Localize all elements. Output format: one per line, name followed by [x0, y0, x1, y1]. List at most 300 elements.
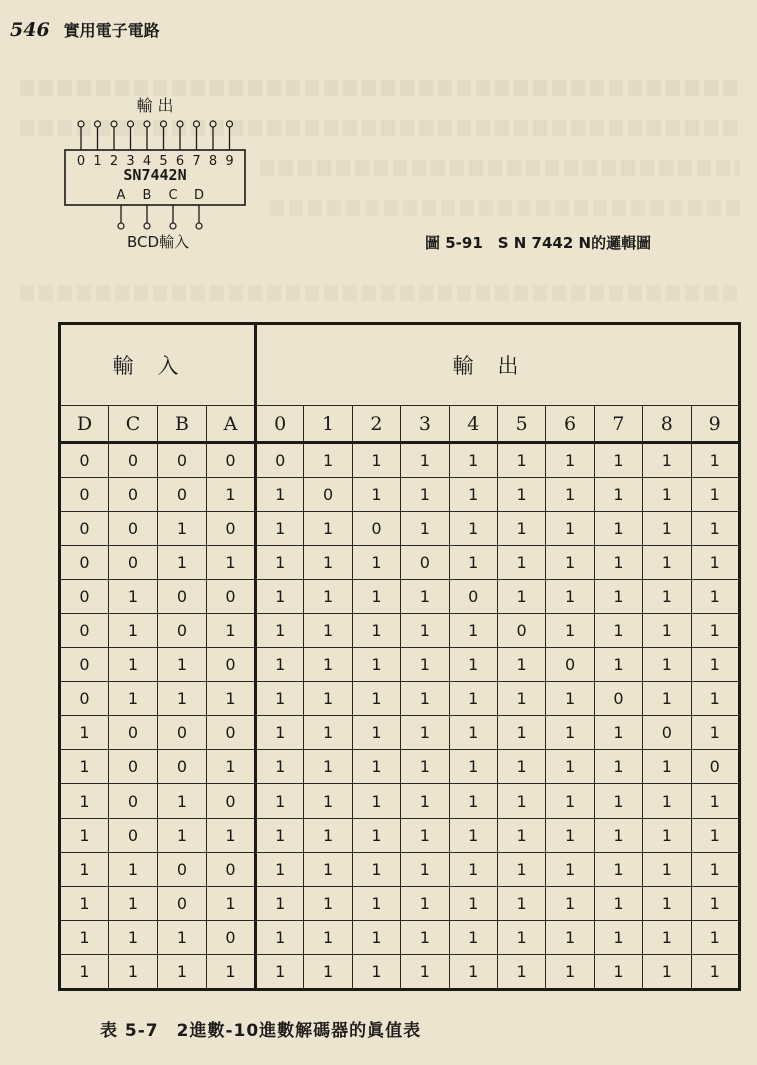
output-cell: 1: [256, 648, 304, 682]
output-cell: 1: [256, 954, 304, 989]
input-group-header: 輸入: [60, 324, 256, 406]
output-cell: 1: [497, 716, 545, 750]
column-header-row: [60, 406, 740, 443]
output-cell: 1: [304, 750, 352, 784]
table-row: [60, 920, 740, 954]
book-title: 實用電子電路: [63, 21, 160, 40]
input-column-header: D: [60, 406, 109, 443]
output-cell: 1: [304, 546, 352, 580]
output-cell: 1: [643, 750, 691, 784]
output-cell: 1: [352, 478, 400, 512]
input-pin-terminal: [118, 223, 124, 229]
output-pin-terminal: [177, 121, 183, 127]
input-cell: 0: [60, 682, 109, 716]
output-cell: 1: [352, 818, 400, 852]
output-cell: 1: [304, 443, 352, 478]
output-cell: 1: [643, 580, 691, 614]
output-cell: 1: [352, 750, 400, 784]
output-cell: 1: [449, 852, 497, 886]
input-cell: 1: [158, 512, 207, 546]
output-cell: 1: [594, 546, 642, 580]
output-cell: 1: [401, 818, 449, 852]
output-cell: 1: [304, 716, 352, 750]
output-cell: 1: [643, 443, 691, 478]
output-cell: 1: [352, 954, 400, 989]
output-cell: 1: [691, 682, 739, 716]
input-cell: 1: [207, 886, 256, 920]
output-cell: 1: [546, 614, 594, 648]
output-cell: 1: [691, 478, 739, 512]
output-cell: 1: [497, 750, 545, 784]
output-cell: 1: [401, 852, 449, 886]
input-cell: 0: [207, 716, 256, 750]
output-pin-terminal: [78, 121, 84, 127]
output-cell: 1: [546, 682, 594, 716]
output-cell: 1: [304, 920, 352, 954]
output-cell: 1: [352, 443, 400, 478]
input-cell: 0: [60, 443, 109, 478]
output-cell: 0: [546, 648, 594, 682]
input-cell: 0: [158, 716, 207, 750]
table-row: [60, 478, 740, 512]
output-pin-terminal: [210, 121, 216, 127]
input-cell: 0: [60, 648, 109, 682]
output-cell: 1: [546, 478, 594, 512]
input-pin-terminal: [170, 223, 176, 229]
output-cell: 1: [594, 920, 642, 954]
chip-inputs-label: BCD輸入: [127, 233, 190, 251]
table-row: [60, 886, 740, 920]
output-pin-terminal: [128, 121, 134, 127]
input-pin-label: C: [168, 188, 178, 203]
output-cell: 1: [449, 750, 497, 784]
input-cell: 1: [60, 920, 109, 954]
input-cell: 1: [60, 716, 109, 750]
output-cell: 1: [594, 648, 642, 682]
output-cell: 1: [497, 443, 545, 478]
input-column-header: B: [158, 406, 207, 443]
truth-table: [58, 322, 741, 991]
input-cell: 1: [109, 682, 158, 716]
input-cell: 1: [207, 750, 256, 784]
input-cell: 0: [109, 443, 158, 478]
output-pin-terminal: [227, 121, 233, 127]
output-cell: 1: [546, 818, 594, 852]
output-cell: 1: [352, 784, 400, 818]
table-row: [60, 716, 740, 750]
sn7442n-chip-diagram: [55, 95, 255, 260]
output-cell: 1: [546, 580, 594, 614]
output-cell: 1: [256, 750, 304, 784]
output-cell: 1: [546, 954, 594, 989]
output-column-header: 3: [401, 406, 449, 443]
output-cell: 1: [449, 614, 497, 648]
input-cell: 0: [158, 750, 207, 784]
input-column-header: C: [109, 406, 158, 443]
table-row: [60, 648, 740, 682]
output-pin-terminal: [111, 121, 117, 127]
output-cell: 1: [256, 580, 304, 614]
input-cell: 1: [207, 818, 256, 852]
output-cell: 1: [449, 886, 497, 920]
output-column-header: 0: [256, 406, 304, 443]
output-cell: 1: [352, 648, 400, 682]
output-cell: 1: [304, 682, 352, 716]
input-cell: 0: [109, 750, 158, 784]
output-cell: 1: [691, 512, 739, 546]
pin-number-label: 7: [192, 154, 201, 169]
input-cell: 0: [158, 478, 207, 512]
chip-outputs-label: 輸 出: [136, 96, 174, 115]
output-cell: 1: [691, 546, 739, 580]
bleed-through-line: [270, 200, 740, 216]
output-cell: 1: [643, 852, 691, 886]
input-cell: 0: [158, 614, 207, 648]
output-cell: 1: [256, 682, 304, 716]
chip-part-number: SN7442N: [123, 166, 187, 184]
output-cell: 1: [256, 546, 304, 580]
output-cell: 1: [497, 886, 545, 920]
input-cell: 1: [207, 954, 256, 989]
table-row: [60, 682, 740, 716]
output-cell: 1: [594, 750, 642, 784]
output-cell: 1: [691, 954, 739, 989]
input-cell: 0: [207, 920, 256, 954]
input-cell: 1: [60, 886, 109, 920]
output-cell: 1: [401, 614, 449, 648]
output-column-header: 2: [352, 406, 400, 443]
input-cell: 1: [207, 546, 256, 580]
input-cell: 1: [109, 580, 158, 614]
output-cell: 0: [449, 580, 497, 614]
output-cell: 1: [449, 546, 497, 580]
output-cell: 1: [546, 716, 594, 750]
output-cell: 1: [401, 750, 449, 784]
input-cell: 0: [109, 546, 158, 580]
output-cell: 1: [256, 716, 304, 750]
output-cell: 0: [304, 478, 352, 512]
output-cell: 1: [304, 614, 352, 648]
pin-number-label: 0: [76, 154, 86, 169]
pin-number-label: 6: [175, 154, 185, 169]
input-pin-label: D: [193, 188, 205, 203]
output-pins: [78, 121, 233, 150]
table-row: [60, 546, 740, 580]
output-cell: 1: [401, 954, 449, 989]
output-cell: 1: [643, 784, 691, 818]
output-cell: 1: [352, 546, 400, 580]
output-cell: 1: [449, 954, 497, 989]
page-header: [10, 18, 160, 41]
output-cell: 1: [352, 614, 400, 648]
output-cell: 1: [643, 954, 691, 989]
output-cell: 1: [497, 512, 545, 546]
table-caption: 表 5-7 2進數-10進數解碼器的眞值表: [100, 1021, 422, 1041]
output-cell: 1: [546, 920, 594, 954]
output-cell: 1: [594, 580, 642, 614]
output-pin-terminal: [161, 121, 167, 127]
input-cell: 1: [207, 478, 256, 512]
output-cell: 1: [449, 818, 497, 852]
output-group-header: 輸出: [256, 324, 740, 406]
output-cell: 1: [352, 716, 400, 750]
output-cell: 1: [256, 512, 304, 546]
output-cell: 1: [401, 648, 449, 682]
output-cell: 1: [594, 954, 642, 989]
output-cell: 1: [497, 818, 545, 852]
output-column-header: 6: [546, 406, 594, 443]
input-cell: 1: [158, 920, 207, 954]
output-cell: 1: [594, 512, 642, 546]
input-pin-terminal: [144, 223, 150, 229]
output-cell: 1: [497, 478, 545, 512]
output-cell: 1: [691, 886, 739, 920]
input-cell: 0: [109, 818, 158, 852]
input-cell: 0: [207, 784, 256, 818]
output-cell: 1: [401, 512, 449, 546]
input-cell: 1: [109, 614, 158, 648]
table-row: [60, 750, 740, 784]
output-cell: 1: [256, 614, 304, 648]
pin-number-label: 3: [126, 154, 135, 169]
input-cell: 1: [158, 818, 207, 852]
output-cell: 1: [449, 512, 497, 546]
output-cell: 1: [449, 443, 497, 478]
input-cell: 1: [109, 920, 158, 954]
output-cell: 1: [304, 954, 352, 989]
output-cell: 1: [691, 784, 739, 818]
input-cell: 1: [158, 954, 207, 989]
output-cell: 1: [643, 512, 691, 546]
output-cell: 1: [594, 478, 642, 512]
output-cell: 1: [546, 443, 594, 478]
output-cell: 1: [401, 478, 449, 512]
output-cell: 1: [401, 682, 449, 716]
input-cell: 1: [207, 614, 256, 648]
input-cell: 1: [109, 954, 158, 989]
output-cell: 1: [497, 920, 545, 954]
output-cell: 0: [643, 716, 691, 750]
output-cell: 1: [691, 716, 739, 750]
input-pin-labels: [117, 188, 204, 203]
output-cell: 1: [594, 852, 642, 886]
table-row: [60, 614, 740, 648]
input-cell: 0: [60, 478, 109, 512]
bleed-through-line: [260, 160, 740, 176]
input-cell: 0: [207, 852, 256, 886]
output-cell: 1: [304, 580, 352, 614]
output-cell: 1: [643, 546, 691, 580]
output-column-header: 5: [497, 406, 545, 443]
output-cell: 1: [304, 512, 352, 546]
output-cell: 1: [546, 886, 594, 920]
output-cell: 1: [546, 512, 594, 546]
input-cell: 0: [158, 443, 207, 478]
output-cell: 1: [352, 852, 400, 886]
output-column-header: 9: [691, 406, 739, 443]
output-column-header: 8: [643, 406, 691, 443]
output-cell: 1: [643, 886, 691, 920]
page-number: 546: [10, 19, 50, 41]
output-cell: 0: [401, 546, 449, 580]
output-cell: 1: [497, 580, 545, 614]
output-cell: 1: [304, 818, 352, 852]
pin-number-label: 9: [225, 154, 234, 169]
output-cell: 1: [546, 750, 594, 784]
table-row: [60, 784, 740, 818]
output-cell: 1: [691, 580, 739, 614]
pin-number-label: 4: [142, 154, 152, 169]
input-cell: 1: [158, 648, 207, 682]
output-cell: 1: [256, 852, 304, 886]
input-cell: 0: [109, 512, 158, 546]
input-cell: 1: [109, 648, 158, 682]
pin-number-label: 5: [159, 154, 168, 169]
output-cell: 1: [497, 784, 545, 818]
input-pin-label: A: [116, 188, 126, 203]
output-cell: 1: [304, 648, 352, 682]
output-cell: 1: [497, 682, 545, 716]
input-cell: 1: [109, 852, 158, 886]
output-cell: 1: [691, 443, 739, 478]
output-cell: 1: [352, 886, 400, 920]
output-cell: 0: [352, 512, 400, 546]
figure-caption: 圖 5-91 S N 7442 N的邏輯圖: [425, 234, 652, 252]
input-cell: 1: [207, 682, 256, 716]
output-cell: 1: [643, 818, 691, 852]
output-cell: 1: [449, 920, 497, 954]
output-cell: 1: [401, 580, 449, 614]
output-cell: 1: [643, 920, 691, 954]
output-cell: 1: [546, 784, 594, 818]
output-cell: 0: [497, 614, 545, 648]
output-cell: 1: [594, 818, 642, 852]
input-cell: 0: [60, 546, 109, 580]
output-cell: 1: [691, 648, 739, 682]
input-cell: 0: [207, 580, 256, 614]
bleed-through-line: [20, 285, 740, 301]
input-pin-terminal: [196, 223, 202, 229]
output-cell: 0: [594, 682, 642, 716]
output-cell: 1: [256, 818, 304, 852]
output-cell: 1: [449, 478, 497, 512]
input-column-header: A: [207, 406, 256, 443]
output-cell: 0: [691, 750, 739, 784]
output-cell: 1: [256, 920, 304, 954]
table-row: [60, 954, 740, 989]
bleed-through-line: [20, 80, 740, 96]
output-cell: 1: [594, 716, 642, 750]
output-cell: 1: [401, 920, 449, 954]
input-cell: 0: [60, 512, 109, 546]
output-cell: 0: [256, 443, 304, 478]
input-pin-label: B: [142, 188, 152, 203]
table-row: [60, 443, 740, 478]
input-cell: 0: [109, 478, 158, 512]
input-cell: 0: [207, 648, 256, 682]
input-cell: 0: [60, 614, 109, 648]
output-cell: 1: [352, 682, 400, 716]
input-cell: 0: [207, 443, 256, 478]
output-cell: 1: [643, 614, 691, 648]
input-cell: 0: [158, 886, 207, 920]
output-cell: 1: [497, 546, 545, 580]
input-cell: 1: [60, 750, 109, 784]
output-cell: 1: [256, 886, 304, 920]
output-cell: 1: [691, 818, 739, 852]
output-cell: 1: [304, 784, 352, 818]
output-cell: 1: [256, 478, 304, 512]
output-cell: 1: [497, 648, 545, 682]
table-row: [60, 818, 740, 852]
input-cell: 1: [158, 784, 207, 818]
output-cell: 1: [643, 648, 691, 682]
output-cell: 1: [497, 954, 545, 989]
output-cell: 1: [449, 716, 497, 750]
output-cell: 1: [352, 920, 400, 954]
table-row: [60, 852, 740, 886]
input-cell: 1: [60, 954, 109, 989]
input-cell: 1: [60, 852, 109, 886]
input-cell: 0: [158, 580, 207, 614]
output-cell: 1: [497, 852, 545, 886]
output-cell: 1: [401, 784, 449, 818]
output-cell: 1: [643, 478, 691, 512]
table-row: [60, 512, 740, 546]
output-cell: 1: [691, 614, 739, 648]
output-cell: 1: [401, 716, 449, 750]
truth-table-body: [60, 443, 740, 990]
output-cell: 1: [449, 682, 497, 716]
output-cell: 1: [546, 852, 594, 886]
input-cell: 1: [109, 886, 158, 920]
output-cell: 1: [449, 648, 497, 682]
output-cell: 1: [304, 852, 352, 886]
output-cell: 1: [449, 784, 497, 818]
output-cell: 1: [691, 852, 739, 886]
output-cell: 1: [691, 920, 739, 954]
output-cell: 1: [594, 886, 642, 920]
output-column-header: 4: [449, 406, 497, 443]
pin-number-label: 1: [93, 154, 102, 169]
output-cell: 1: [594, 784, 642, 818]
output-cell: 1: [256, 784, 304, 818]
output-cell: 1: [401, 443, 449, 478]
pin-number-label: 2: [109, 154, 119, 169]
output-cell: 1: [594, 614, 642, 648]
table-row: [60, 580, 740, 614]
input-cell: 0: [60, 580, 109, 614]
output-cell: 1: [401, 886, 449, 920]
output-column-header: 1: [304, 406, 352, 443]
input-pins: [118, 205, 202, 229]
output-pin-terminal: [95, 121, 101, 127]
input-cell: 1: [158, 682, 207, 716]
input-cell: 1: [60, 784, 109, 818]
input-cell: 1: [60, 818, 109, 852]
pin-number-label: 8: [208, 154, 218, 169]
output-cell: 1: [594, 443, 642, 478]
input-cell: 0: [109, 716, 158, 750]
input-cell: 0: [158, 852, 207, 886]
output-cell: 1: [304, 886, 352, 920]
output-cell: 1: [546, 546, 594, 580]
output-pin-terminal: [194, 121, 200, 127]
output-column-header: 7: [594, 406, 642, 443]
input-cell: 0: [207, 512, 256, 546]
output-cell: 1: [352, 580, 400, 614]
output-pin-terminal: [144, 121, 150, 127]
